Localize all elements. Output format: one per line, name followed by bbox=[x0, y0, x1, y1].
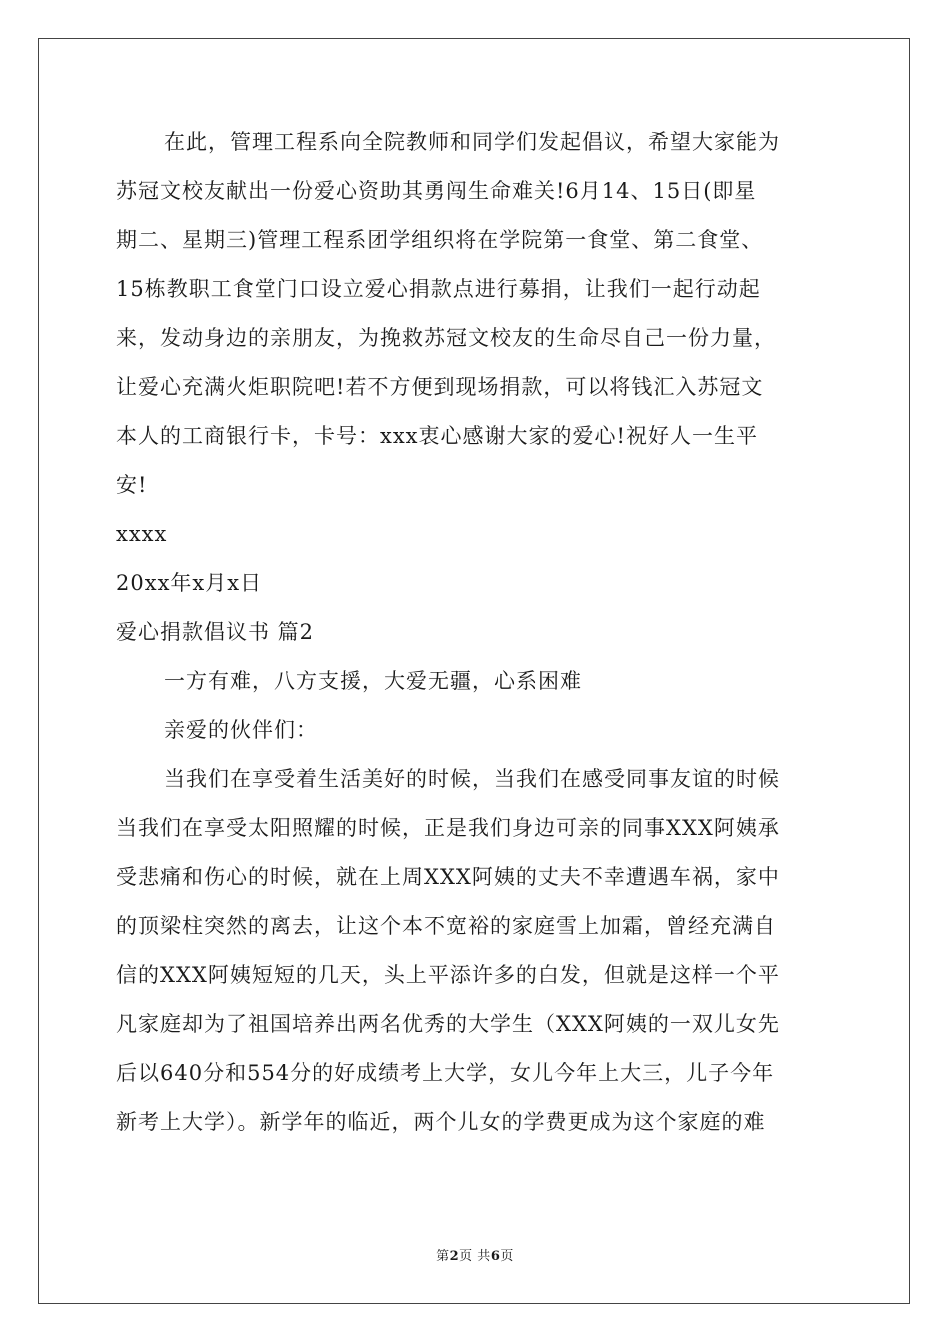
page-mid: 页 共 bbox=[459, 1249, 491, 1264]
paragraph-line: 当我们在享受着生活美好的时候，当我们在感受同事友谊的时候 bbox=[164, 767, 780, 791]
section-heading: 爱心捐款倡议书 篇2 bbox=[116, 620, 315, 644]
paragraph-line: 让爱心充满火炬职院吧!若不方便到现场捐款，可以将钱汇入苏冠文 bbox=[116, 375, 764, 399]
paragraph-line: 新考上大学）。新学年的临近，两个儿女的学费更成为这个家庭的难 bbox=[116, 1110, 766, 1134]
paragraph-line: 来，发动身边的亲朋友，为挽救苏冠文校友的生命尽自己一份力量， bbox=[116, 326, 776, 350]
paragraph-line: 凡家庭却为了祖国培养出两名优秀的大学生（XXX阿姨的一双儿女先 bbox=[116, 1012, 780, 1036]
paragraph-line: 后以640分和554分的好成绩考上大学，女儿今年上大三，儿子今年 bbox=[116, 1061, 775, 1085]
page-footer bbox=[0, 1245, 950, 1264]
paragraph-line: 受悲痛和伤心的时候，就在上周XXX阿姨的丈夫不幸遭遇车祸，家中 bbox=[116, 865, 780, 889]
paragraph-line: 苏冠文校友献出一份爱心资助其勇闯生命难关!6月14、15日(即星 bbox=[116, 179, 757, 203]
slogan-line: 一方有难，八方支援，大爱无疆，心系困难 bbox=[164, 669, 582, 693]
paragraph-line: 期二、星期三)管理工程系团学组织将在学院第一食堂、第二食堂、 bbox=[116, 228, 764, 252]
signature-date: 20xx年x月x日 bbox=[116, 571, 263, 595]
paragraph-line: 安! bbox=[116, 473, 148, 497]
salutation: 亲爱的伙伴们： bbox=[164, 718, 318, 742]
paragraph-line: 信的XXX阿姨短短的几天，头上平添许多的白发，但就是这样一个平 bbox=[116, 963, 780, 987]
paragraph-line: 的顶梁柱突然的离去，让这个本不宽裕的家庭雪上加霜，曾经充满自 bbox=[116, 914, 776, 938]
paragraph-line: 当我们在享受太阳照耀的时候，正是我们身边可亲的同事XXX阿姨承 bbox=[116, 816, 780, 840]
page-prefix: 第 bbox=[436, 1249, 450, 1264]
page-total: 6 bbox=[490, 1249, 501, 1264]
paragraph-line: 本人的工商银行卡，卡号：xxx衷心感谢大家的爱心!祝好人一生平 bbox=[116, 424, 758, 448]
signature-name: xxxx bbox=[116, 522, 168, 546]
paragraph-line: 在此，管理工程系向全院教师和同学们发起倡议，希望大家能为 bbox=[164, 130, 780, 154]
page-current: 2 bbox=[449, 1249, 460, 1264]
page-suffix: 页 bbox=[500, 1249, 514, 1264]
paragraph-line: 15栋教职工食堂门口设立爱心捐款点进行募捐，让我们一起行动起 bbox=[116, 277, 761, 301]
